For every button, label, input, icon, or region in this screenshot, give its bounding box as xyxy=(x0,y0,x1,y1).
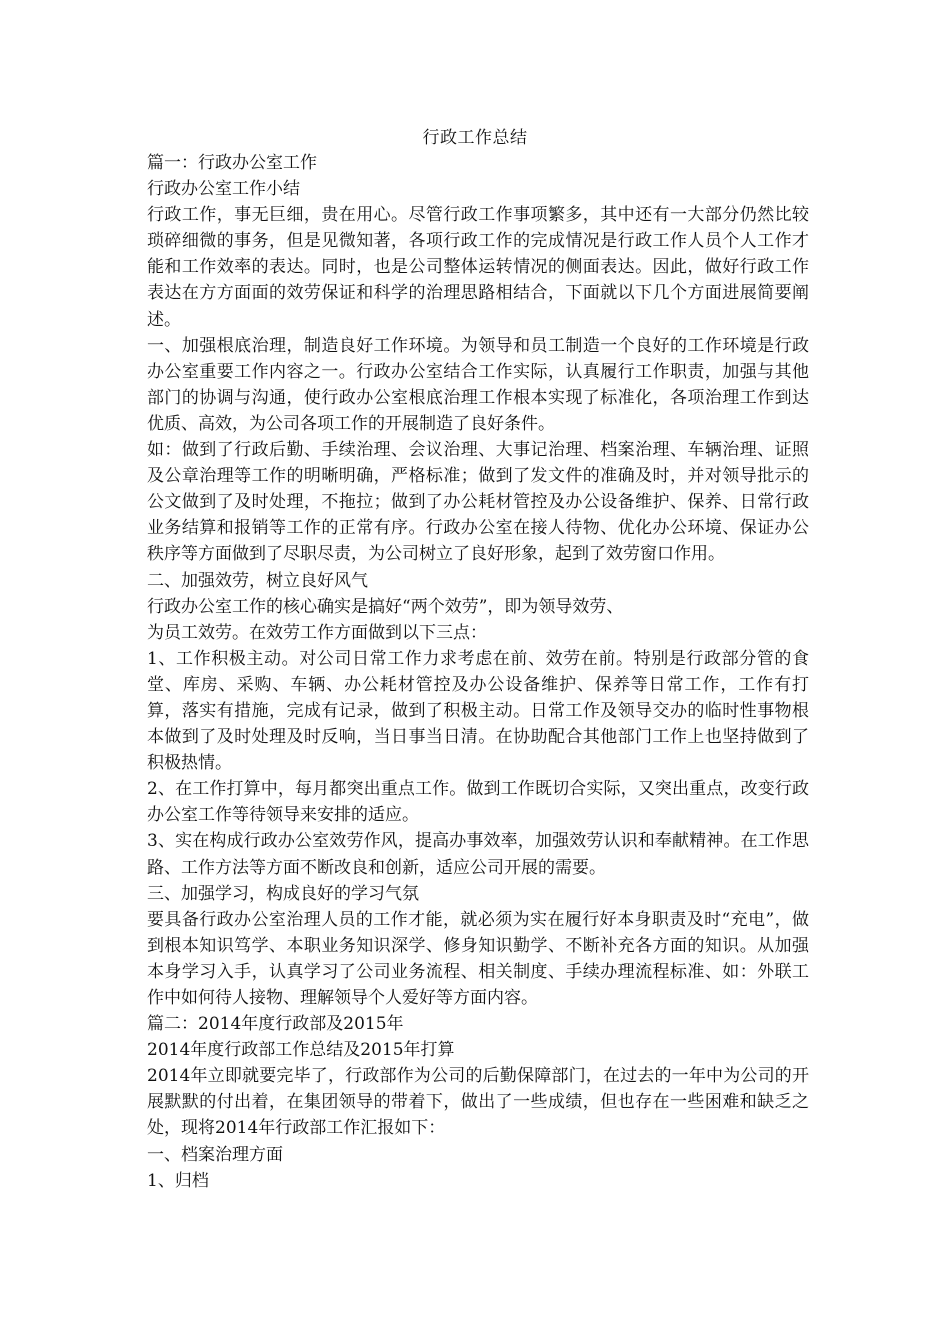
section-heading: 二、加强效劳，树立良好风气 xyxy=(147,570,368,591)
paragraph: 要具备行政办公室治理人员的工作才能，就必须为实在履行好本身职责及时“充电”，做到根本知识笃学、本职业务知识深学、修身知识勤学、不断补充各方面的知识。从加强本身学习入手，认真学习了公司业务流程、相关制度、手续办理流程标准、如：外联工作中如何待人接物、理解领导个人爱好等方面内容。 xyxy=(147,909,809,1008)
list-item: 1、归档 xyxy=(147,1170,209,1191)
paragraph: 行政工作，事无巨细，贵在用心。尽管行政工作事项繁多，其中还有一大部分仍然比较琐碎细微的事务，但是见微知著，各项行政工作的完成情况是行政工作人员个人工作才能和工作效率的表达。同时，也是公司整体运转情况的侧面表达。因此，做好行政工作表达在方方面面的效劳保证和科学的治理思路相结合，下面就以下几个方面进展简要阐述。 xyxy=(147,205,809,330)
list-item: 3、实在构成行政办公室效劳作风，提高办事效率，加强效劳认识和奉献精神。在工作思路、工作方法等方面不断改良和创新，适应公司开展的需要。 xyxy=(147,831,809,878)
section-heading: 篇二：2014年度行政部及2015年 xyxy=(147,1014,404,1035)
list-item: 1、工作积极主动。对公司日常工作力求考虑在前、效劳在前。特别是行政部分管的食堂、库房、采购、车辆、办公耗材管控及办公设备维护、保养等日常工作，工作有打算，落实有措施，完成有记录，做到了积极主动。日常工作及领导交办的临时性事物根本做到了及时处理及时反响，当日事当日清。在协助配合其他部门工作上也坚持做到了积极热情。 xyxy=(147,648,809,774)
section-heading: 一、档案治理方面 xyxy=(147,1144,283,1165)
document-title: 行政工作总结 xyxy=(422,128,528,148)
paragraph: 行政办公室工作的核心确实是搞好“两个效劳”，即为领导效劳、 xyxy=(147,596,624,617)
section-heading: 篇一：行政办公室工作 xyxy=(147,153,317,173)
paragraph: 为员工效劳。在效劳工作方面做到以下三点： xyxy=(147,622,487,643)
list-item: 2、在工作打算中，每月都突出重点工作。做到工作既切合实际，又突出重点，改变行政办公室工作等待领导来安排的适应。 xyxy=(147,779,809,826)
subheading: 2014年度行政部工作总结及2015年打算 xyxy=(147,1040,455,1061)
document-body xyxy=(147,150,809,1194)
paragraph: 如：做到了行政后勤、手续治理、会议治理、大事记治理、档案治理、车辆治理、证照及公章治理等工作的明晰明确，严格标准；做到了发文件的准确及时，并对领导批示的公文做到了及时处理，不拖拉；做到了办公耗材管控及办公设备维护、保养、日常行政业务结算和报销等工作的正常有序。行政办公室在接人待物、优化办公环境、保证办公秩序等方面做到了尽职尽责，为公司树立了良好形象，起到了效劳窗口作用。 xyxy=(147,440,809,565)
section-heading: 三、加强学习，构成良好的学习气氛 xyxy=(147,883,419,904)
subheading: 行政办公室工作小结 xyxy=(147,179,300,200)
paragraph: 2014年立即就要完毕了，行政部作为公司的后勤保障部门，在过去的一年中为公司的开展默默的付出着，在集团领导的带着下，做出了一些成绩，但也存在一些困难和缺乏之处，现将2014年行政部工作汇报如下： xyxy=(147,1066,809,1139)
paragraph: 一、加强根底治理，制造良好工作环境。为领导和员工制造一个良好的工作环境是行政办公室重要工作内容之一。行政办公室结合工作实际，认真履行工作职责，加强与其他部门的协调与沟通，使行政办公室根底治理工作根本实现了标准化，各项治理工作到达优质、高效，为公司各项工作的开展制造了良好条件。 xyxy=(147,335,809,434)
